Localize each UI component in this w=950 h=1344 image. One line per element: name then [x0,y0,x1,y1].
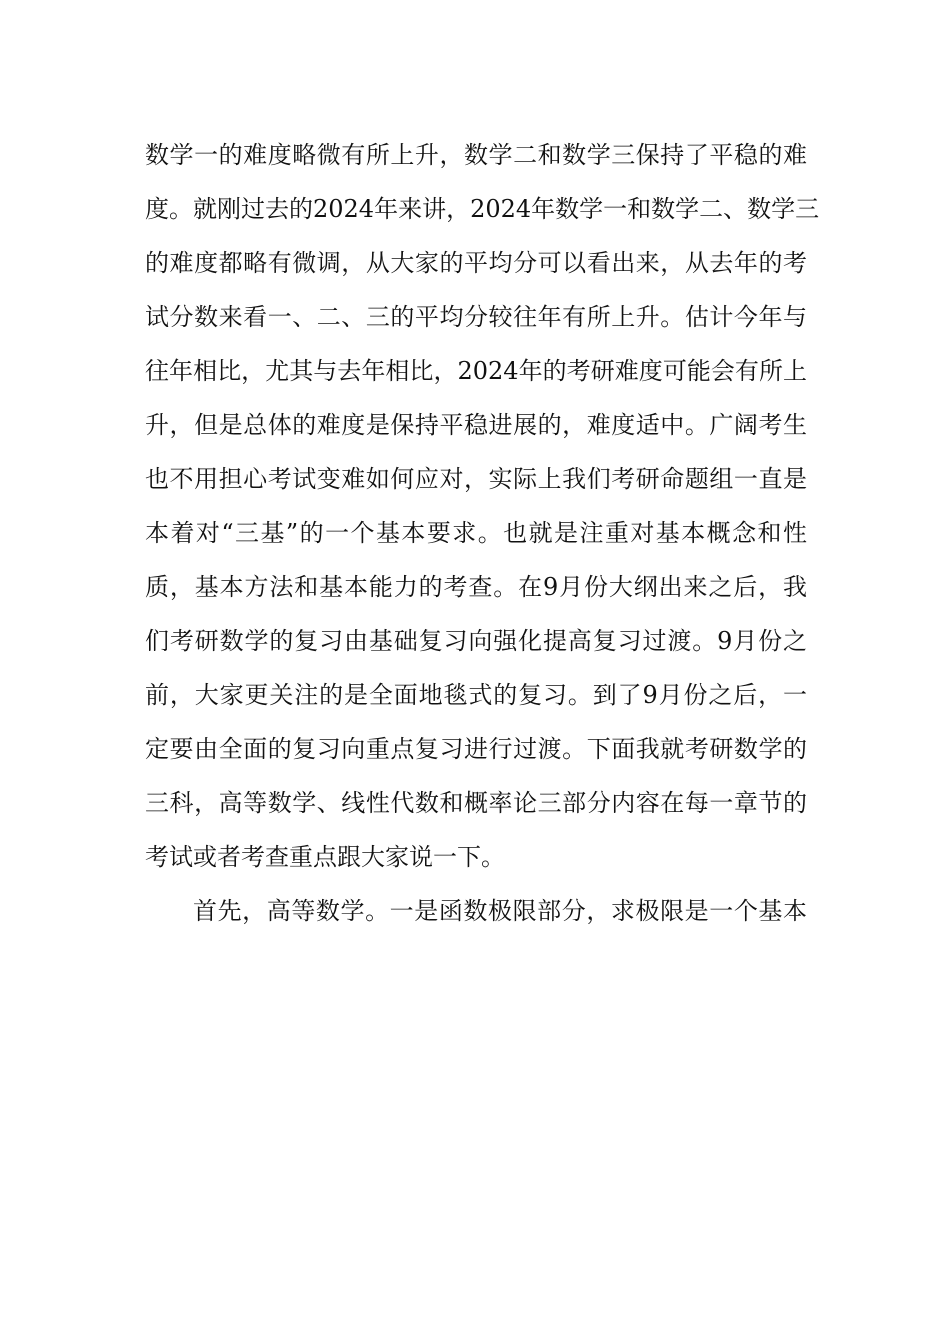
text-line: 的难度都略有微调，从大家的平均分可以看出来，从去年的考 [145,249,807,277]
text-line: 定要由全面的复习向重点复习进行过渡。下面我就考研数学的 [145,735,807,763]
text-line: 试分数来看一、二、三的平均分较往年有所上升。估计今年与 [145,303,807,331]
text-line: 首先，高等数学。一是函数极限部分，求极限是一个基本 [193,897,807,925]
text-line: 升，但是总体的难度是保持平稳进展的，难度适中。广阔考生 [145,411,807,439]
text-line: 三科，高等数学、线性代数和概率论三部分内容在每一章节的 [145,789,807,817]
text-line: 数学一的难度略微有所上升，数学二和数学三保持了平稳的难 [145,141,807,169]
text-line: 们考研数学的复习由基础复习向强化提高复习过渡。9月份之 [145,627,807,655]
text-line: 质，基本方法和基本能力的考查。在9月份大纲出来之后，我 [145,573,807,601]
body-text [145,128,820,938]
text-line: 也不用担心考试变难如何应对，实际上我们考研命题组一直是 [145,465,807,493]
text-line: 度。就刚过去的2024年来讲，2024年数学一和数学二、数学三 [145,195,820,223]
text-line: 考试或者考查重点跟大家说一下。 [145,843,505,871]
text-line: 本着对“三基”的一个基本要求。也就是注重对基本概念和性 [145,519,807,547]
text-line: 前，大家更关注的是全面地毯式的复习。到了9月份之后，一 [145,681,807,709]
text-line: 往年相比，尤其与去年相比，2024年的考研难度可能会有所上 [145,357,807,385]
